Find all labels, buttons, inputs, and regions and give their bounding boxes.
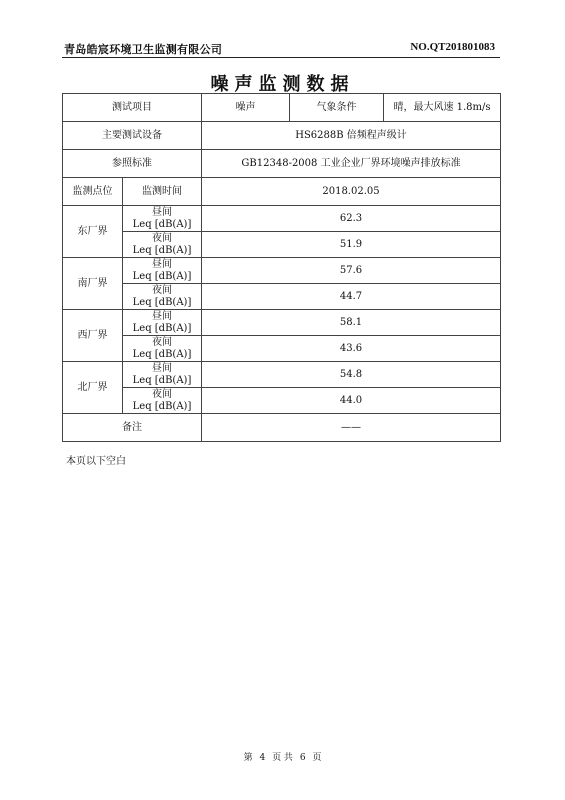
- monitoring-point: 北厂界: [63, 362, 123, 414]
- unit-label: Leq [dB(A)]: [132, 322, 192, 334]
- monitoring-point: 东厂界: [63, 206, 123, 258]
- table-row-equipment: [63, 122, 501, 150]
- period-cell: [123, 258, 202, 284]
- header-divider: [62, 57, 500, 58]
- equipment-value: HS6288B 倍频程声级计: [202, 122, 501, 150]
- table-row: [63, 258, 501, 284]
- unit-label: Leq [dB(A)]: [132, 374, 192, 386]
- page-current: 4: [259, 753, 266, 763]
- noise-value: 44.0: [202, 388, 501, 414]
- page-middle: 页 共: [272, 753, 293, 763]
- equipment-label: 主要测试设备: [63, 122, 202, 150]
- standard-value: GB12348-2008 工业企业厂界环境噪声排放标准: [202, 150, 501, 178]
- noise-data-table: [62, 93, 501, 442]
- period-label: 昼间: [152, 310, 172, 322]
- standard-label: 参照标准: [63, 150, 202, 178]
- period-label: 夜间: [152, 232, 172, 244]
- unit-label: Leq [dB(A)]: [132, 296, 192, 308]
- noise-value: 51.9: [202, 232, 501, 258]
- noise-value: 62.3: [202, 206, 501, 232]
- page-suffix: 页: [312, 753, 322, 763]
- table-row: [63, 284, 501, 310]
- period-cell: [123, 362, 202, 388]
- table-row: [63, 336, 501, 362]
- column-header-time: 监测时间: [123, 178, 202, 206]
- table-row: [63, 310, 501, 336]
- table-row: [63, 362, 501, 388]
- noise-value: 54.8: [202, 362, 501, 388]
- remarks-value: ——: [202, 414, 501, 442]
- period-cell: [123, 232, 202, 258]
- table-row: [63, 232, 501, 258]
- period-label: 昼间: [152, 206, 172, 218]
- unit-label: Leq [dB(A)]: [132, 400, 192, 412]
- column-header-date: 2018.02.05: [202, 178, 501, 206]
- period-cell: [123, 206, 202, 232]
- table-row-standard: [63, 150, 501, 178]
- monitoring-point: 西厂界: [63, 310, 123, 362]
- period-label: 夜间: [152, 284, 172, 296]
- page-prefix: 第: [243, 753, 253, 763]
- unit-label: Leq [dB(A)]: [132, 218, 192, 230]
- page-total: 6: [299, 753, 306, 763]
- blank-below-note: 本页以下空白: [66, 456, 126, 467]
- test-item-value: 噪声: [202, 94, 290, 122]
- page-footer: [0, 750, 565, 763]
- unit-label: Leq [dB(A)]: [132, 270, 192, 282]
- remarks-label: 备注: [63, 414, 202, 442]
- noise-value: 44.7: [202, 284, 501, 310]
- period-label: 夜间: [152, 388, 172, 400]
- period-label: 昼间: [152, 362, 172, 374]
- period-cell: [123, 310, 202, 336]
- period-cell: [123, 336, 202, 362]
- test-item-label: 测试项目: [63, 94, 202, 122]
- unit-label: Leq [dB(A)]: [132, 244, 192, 256]
- table-row: [63, 206, 501, 232]
- noise-value: 43.6: [202, 336, 501, 362]
- period-label: 夜间: [152, 336, 172, 348]
- period-label: 昼间: [152, 258, 172, 270]
- unit-label: Leq [dB(A)]: [132, 348, 192, 360]
- period-cell: [123, 284, 202, 310]
- table-row-remarks: [63, 414, 501, 442]
- company-name: 青岛皓宸环境卫生监测有限公司: [64, 43, 223, 56]
- document-number: NO.QT201801083: [410, 41, 495, 53]
- weather-value: 晴，最大风速 1.8m/s: [384, 94, 501, 122]
- noise-value: 57.6: [202, 258, 501, 284]
- noise-value: 58.1: [202, 310, 501, 336]
- table-row-column-headers: [63, 178, 501, 206]
- page-title: 噪声监测数据: [210, 74, 355, 95]
- monitoring-point: 南厂界: [63, 258, 123, 310]
- table-row: [63, 388, 501, 414]
- table-row-test-item: [63, 94, 501, 122]
- column-header-point: 监测点位: [63, 178, 123, 206]
- weather-label: 气象条件: [290, 94, 384, 122]
- period-cell: [123, 388, 202, 414]
